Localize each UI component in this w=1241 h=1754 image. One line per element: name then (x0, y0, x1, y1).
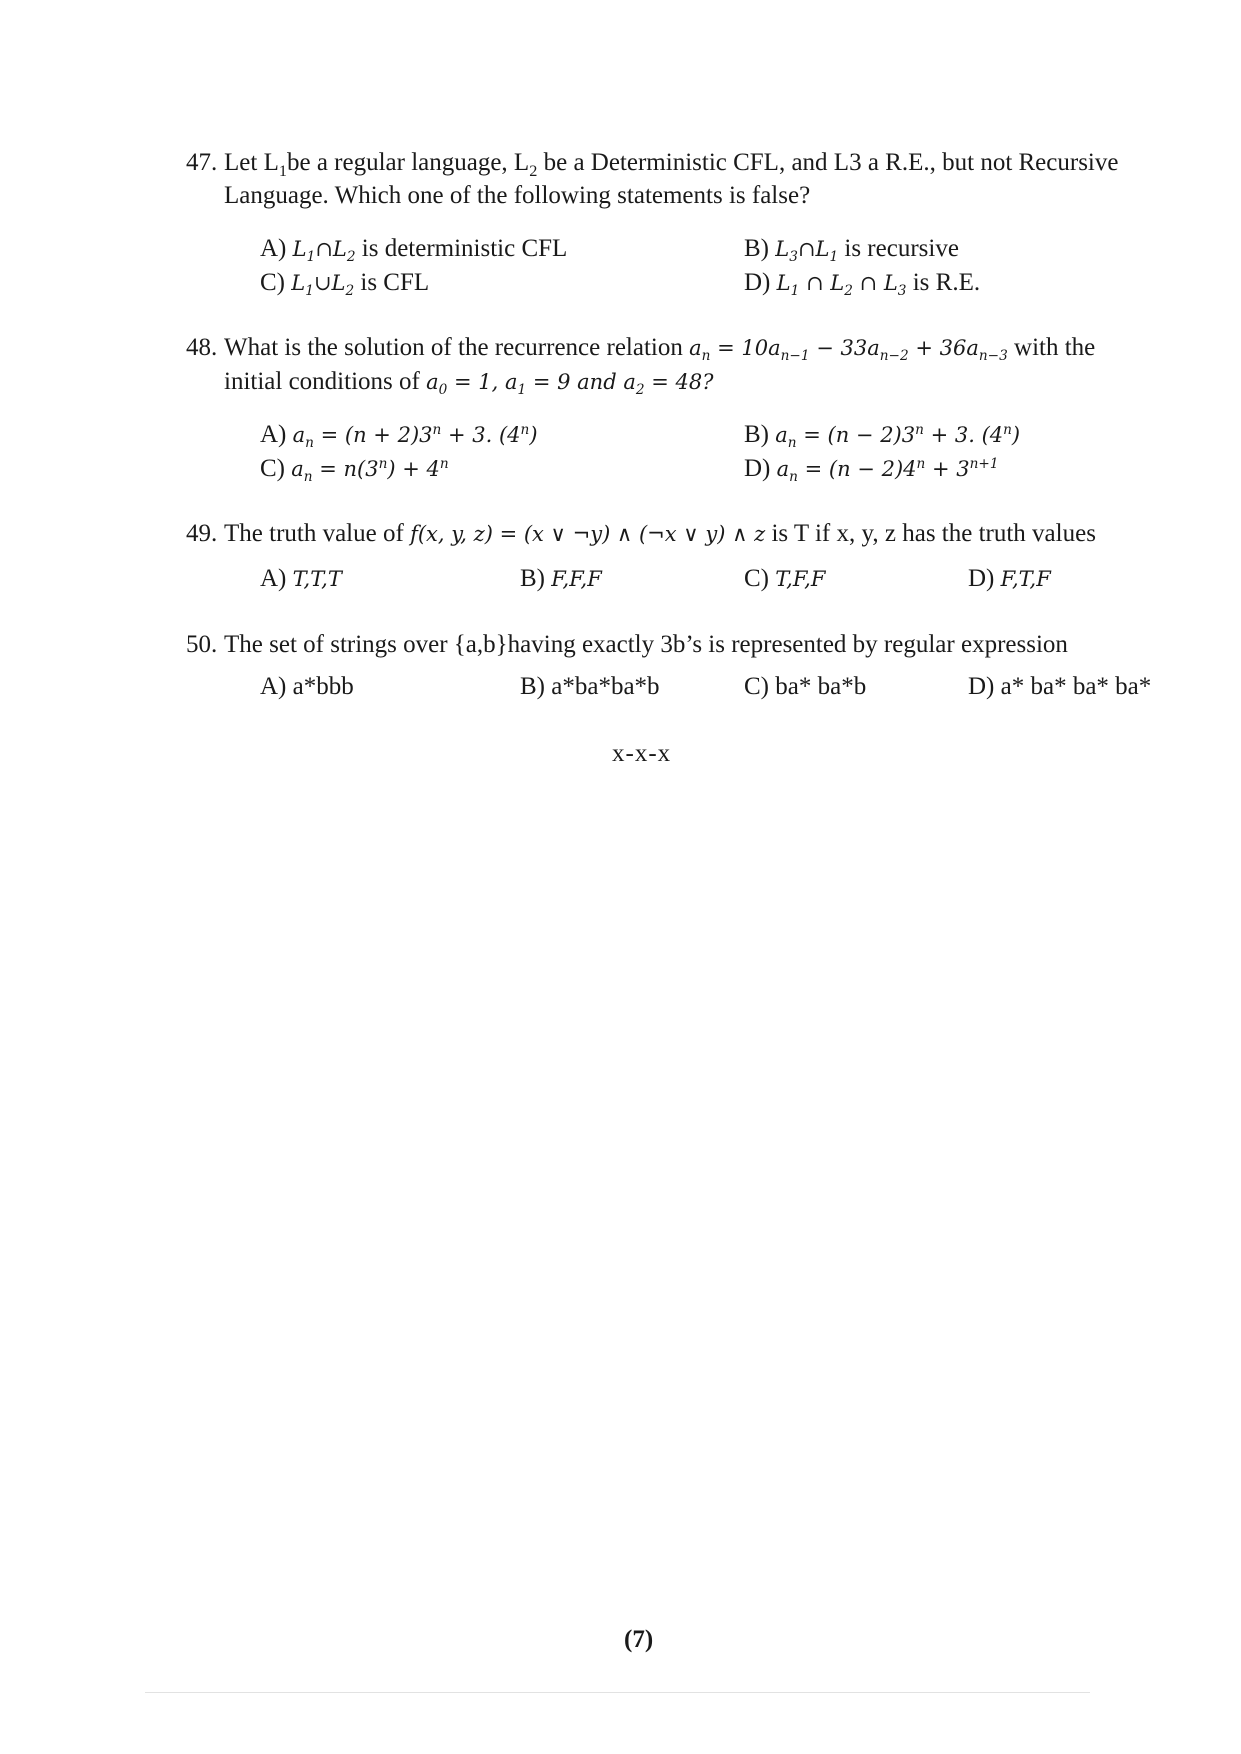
option-label: B) (520, 673, 545, 700)
option-label: C) (260, 269, 285, 296)
question-number: 49. (186, 520, 218, 547)
option-value: a*bbb (292, 673, 354, 700)
recurrence-expr: $a_n = 10a_{n-1} - 33a_{n-2} + 36a_{n-3}$ (689, 336, 1008, 365)
question-48-line-1 (186, 331, 1146, 365)
option-text: is CFL (360, 269, 430, 296)
option-label: C) (744, 673, 769, 700)
footer-divider (145, 1692, 1090, 1693)
q48-text-a: What is the solution of the recurrence relation (224, 334, 683, 361)
option-label: D) (744, 455, 771, 482)
q47-option-d[interactable] (744, 266, 980, 300)
option-value: T,T,T (292, 567, 342, 591)
option-value: a* ba* ba* ba* (1000, 673, 1152, 700)
option-text: is R.E. (912, 269, 981, 296)
option-label: B) (520, 565, 545, 592)
option-text: is recursive (844, 235, 959, 262)
math-expr: $a_n = n(3^n) + 4^n$ (291, 456, 449, 486)
question-48-line-2 (186, 365, 1146, 399)
question-50 (186, 628, 1146, 661)
question-49 (186, 517, 1146, 551)
q49-option-c[interactable] (744, 562, 825, 596)
q48-text-c: initial conditions of (224, 368, 420, 395)
q47-sub-2: 2 (529, 162, 538, 180)
end-marker: x-x-x (612, 740, 672, 767)
option-label: C) (744, 565, 769, 592)
question-47 (186, 146, 1146, 212)
q50-option-d[interactable] (968, 670, 1151, 703)
q49-text-a: The truth value of (224, 520, 404, 547)
option-value: T,F,F (775, 567, 826, 591)
question-47-line-1 (186, 146, 1146, 179)
question-number: 48. (186, 334, 218, 361)
math-expr: $L_1\cup L_2$ (291, 271, 355, 300)
option-label: D) (968, 565, 995, 592)
math-expr: $a_n = (n - 2)4^n + 3^{n+1}$ (776, 456, 999, 486)
q49-option-b[interactable] (520, 562, 602, 596)
q49-text-b: is T if x, y, z has the truth values (771, 520, 1096, 547)
option-label: D) (744, 269, 771, 296)
option-label: B) (744, 235, 769, 262)
q47-text-a: Let L (224, 149, 279, 176)
q50-text: The set of strings over {a,b}having exactly 3b’s is represented by regular expression (224, 631, 1068, 658)
question-number: 47. (186, 149, 218, 176)
option-text: is deterministic CFL (361, 235, 568, 262)
page-number: (7) (624, 1626, 654, 1653)
logic-expr: f(x, y, z) = (x ∨ ¬y) ∧ (¬x ∨ y) ∧ z (410, 522, 766, 546)
math-expr: $L_3\cap L_1$ (775, 237, 839, 266)
option-value: F,F,F (551, 567, 602, 591)
question-47-line-2: Language. Which one of the following statements is false? (224, 182, 811, 209)
option-label: A) (260, 673, 287, 700)
option-label: D) (968, 673, 995, 700)
option-label: B) (744, 421, 769, 448)
question-50-line-1 (186, 628, 1146, 661)
initial-conditions-expr: $a_0 = 1$, $a_1 = 9$ and $a_2 = 48$? (426, 370, 714, 399)
q49-option-d[interactable] (968, 562, 1051, 596)
math-expr: $a_n = (n + 2)3^n + 3$. (4$^n$) (292, 422, 538, 452)
q48-option-c[interactable] (260, 452, 449, 486)
q48-option-a[interactable] (260, 418, 538, 452)
q50-option-b[interactable] (520, 670, 660, 703)
math-expr: $L_1\cap L_2$ (292, 237, 356, 266)
option-label: C) (260, 455, 285, 482)
option-label: A) (260, 235, 287, 262)
math-expr: $L_1$ ∩ $L_2$ ∩ $L_3$ (776, 271, 907, 300)
q47-option-c[interactable] (260, 266, 429, 300)
question-49-line-1 (186, 517, 1146, 551)
option-label: A) (260, 421, 287, 448)
q47-sub-1: 1 (278, 162, 287, 180)
q50-option-a[interactable] (260, 670, 354, 703)
q47-text-b: be a regular language, L (286, 149, 530, 176)
q50-option-c[interactable] (744, 670, 866, 703)
option-label: A) (260, 565, 287, 592)
q49-option-a[interactable] (260, 562, 342, 596)
q48-option-b[interactable] (744, 418, 1020, 452)
option-value: ba* ba*b (775, 673, 867, 700)
question-number: 50. (186, 631, 218, 658)
option-value: F,T,F (1000, 567, 1051, 591)
q47-text-c: be a Deterministic CFL, and L3 a R.E., but not Recursive (537, 149, 1119, 176)
q48-text-b: with the (1014, 334, 1096, 361)
option-value: a*ba*ba*b (551, 673, 660, 700)
q47-option-b[interactable] (744, 232, 959, 266)
q47-option-a[interactable] (260, 232, 567, 266)
question-48 (186, 331, 1146, 399)
q48-option-d[interactable] (744, 452, 999, 486)
math-expr: $a_n = (n - 2)3^n + 3$. (4$^n$) (775, 422, 1021, 452)
